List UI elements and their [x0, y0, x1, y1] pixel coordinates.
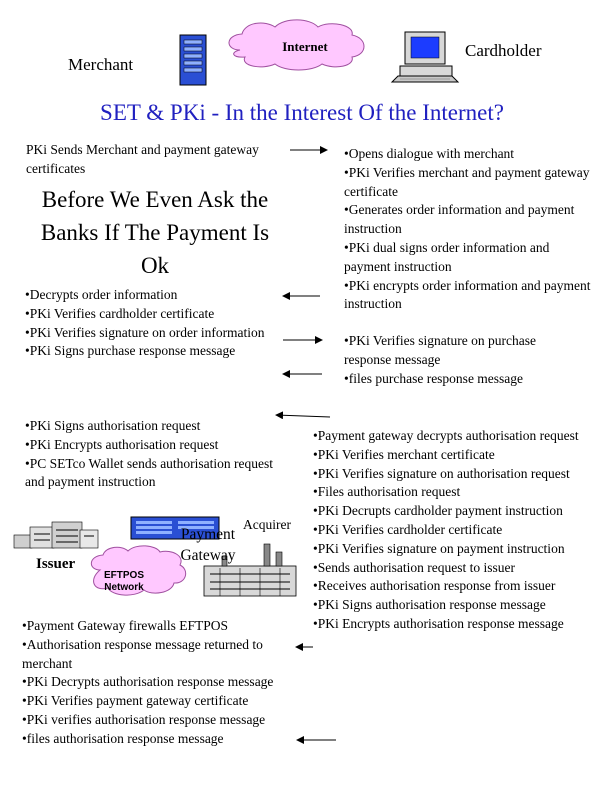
- list-item: •PKi Verifies merchant and payment gateway certificate: [344, 164, 590, 199]
- computer-icon: [392, 32, 458, 82]
- list-item: •PKi Signs authorisation request: [25, 418, 201, 433]
- list-item: •files purchase response message: [344, 370, 524, 386]
- list-item: •Sends authorisation request to issuer: [313, 559, 515, 575]
- step1-text: PKi Sends Merchant and payment gateway certificates: [26, 142, 259, 176]
- list-item: •Decrypts order information: [25, 287, 178, 302]
- step5-list: [25, 417, 280, 492]
- merchant-label: Merchant: [68, 55, 134, 74]
- step2-list: [344, 145, 599, 314]
- list-item: •Files authorisation request: [313, 484, 461, 500]
- list-item: •PKi Signs authorisation response message: [313, 597, 546, 613]
- internet-label: Internet: [282, 39, 328, 54]
- step6-list: [313, 427, 601, 634]
- arrow-to-gateway: [276, 415, 330, 417]
- list-item: •Authorisation response message returned to merchant: [22, 636, 263, 671]
- issuer-label: Issuer: [36, 556, 76, 572]
- list-item: •PKi Verifies cardholder certificate: [313, 521, 503, 537]
- acquirer-label: Acquirer: [243, 517, 291, 532]
- list-item: •PKi verifies authorisation response message: [22, 711, 266, 727]
- list-item: •Generates order information and payment instruction: [344, 202, 575, 237]
- list-item: •Receives authorisation response from issuer: [313, 578, 556, 594]
- list-item: •PKi Decrypts authorisation response message: [22, 674, 274, 690]
- eftpos-label: EFTPOS Network: [103, 570, 144, 593]
- list-item: •Payment Gateway firewalls EFTPOS: [22, 618, 229, 633]
- server-icon: [180, 35, 206, 85]
- step7-list: [22, 617, 294, 749]
- list-item: •PC SETco Wallet sends authorisation request and payment instruction: [25, 455, 274, 490]
- list-item: •PKi Encrypts authorisation request: [25, 436, 219, 452]
- list-item: •PKi Verifies signature on purchase response message: [344, 333, 536, 367]
- step3-list: [25, 286, 275, 361]
- list-item: •PKi Verifies signature on payment instruction: [313, 540, 565, 556]
- list-item: •PKi Verifies merchant certificate: [313, 446, 495, 462]
- list-item: •PKi Verifies signature on order information: [25, 324, 265, 340]
- list-item: •PKi Decrupts cardholder payment instruction: [313, 503, 563, 519]
- page-title: SET & PKi - In the Interest Of the Internet?: [100, 100, 504, 125]
- list-item: •Opens dialogue with merchant: [344, 146, 515, 161]
- list-item: •PKi dual signs order information and payment instruction: [344, 239, 550, 274]
- list-item: •PKi Verifies cardholder certificate: [25, 305, 215, 321]
- payment-gateway-label: Payment Gateway: [180, 526, 236, 564]
- subtitle: Before We Even Ask the Banks If The Payment Is Ok: [40, 187, 270, 278]
- list-item: •PKi Signs purchase response message: [25, 343, 236, 359]
- step4-list: [344, 332, 584, 388]
- list-item: •PKi Verifies signature on authorisation request: [313, 465, 570, 481]
- list-item: •Payment gateway decrypts authorisation request: [313, 428, 579, 443]
- cardholder-label: Cardholder: [465, 41, 542, 60]
- list-item: •PKi Encrypts authorisation response message: [313, 615, 564, 631]
- list-item: •PKi Verifies payment gateway certificate: [22, 693, 249, 709]
- bank-building-icon: [14, 522, 98, 548]
- list-item: •files authorisation response message: [22, 730, 224, 746]
- list-item: •PKi encrypts order information and payment instruction: [344, 277, 591, 312]
